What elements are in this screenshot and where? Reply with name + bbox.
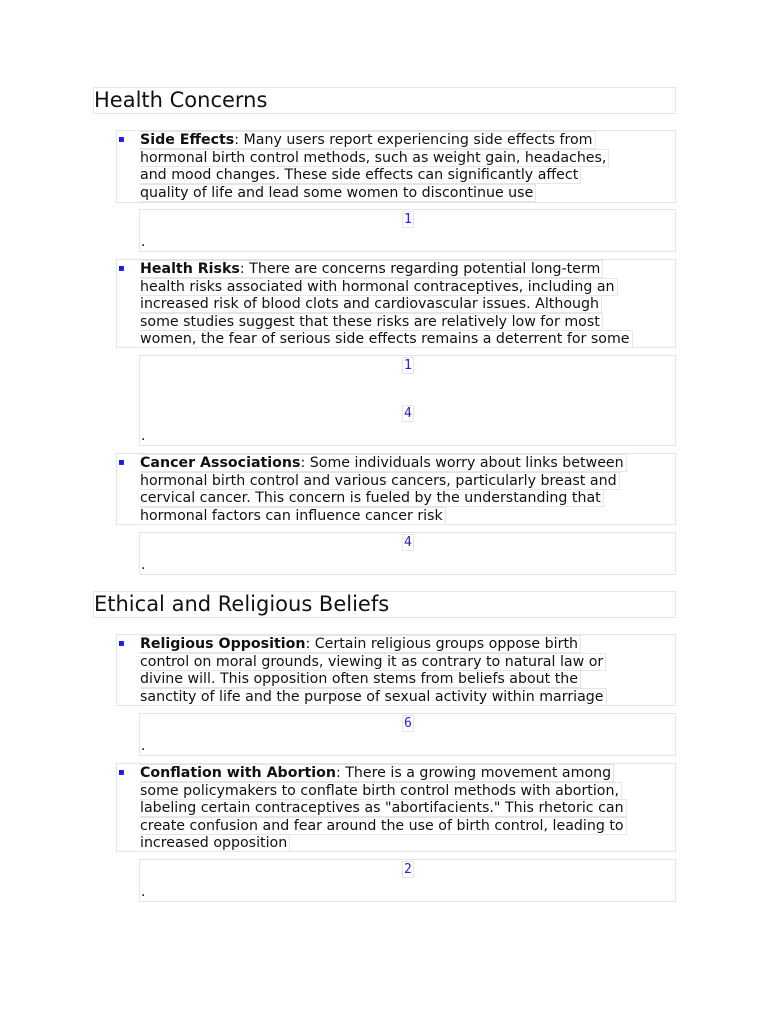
- bullet-icon: ▪: [118, 263, 125, 274]
- citation-block: [139, 355, 676, 446]
- item-text: : There are concerns regarding potential long-term: [239, 261, 601, 277]
- item-text: : There is a growing movement among: [335, 765, 612, 781]
- text-line: hormonal birth control methods, such as weight gain, headaches,: [140, 150, 675, 168]
- text-line: labeling certain contraceptives as "abortifacients." This rhetoric can: [140, 800, 675, 818]
- text-line: control on moral grounds, viewing it as contrary to natural law or: [140, 654, 675, 672]
- text-line: [140, 636, 675, 654]
- list-item-conflation-with-abortion: [116, 763, 676, 852]
- item-text: : Certain religious groups oppose birth: [305, 636, 579, 652]
- list-item-religious-opposition: [116, 634, 676, 706]
- list-item-health-risks: [116, 259, 676, 348]
- item-term: Health Risks: [140, 261, 240, 277]
- citation-link[interactable]: 2: [404, 862, 412, 877]
- text-line: sanctity of life and the purpose of sexual activity within marriage: [140, 689, 675, 707]
- text-line: health risks associated with hormonal contraceptives, including an: [140, 279, 675, 297]
- bullet-icon: ▪: [118, 767, 125, 778]
- text-line: some policymakers to conflate birth control methods with abortion,: [140, 783, 675, 801]
- item-term: Religious Opposition: [140, 636, 306, 652]
- citation-block: [139, 713, 676, 756]
- text-line: cervical cancer. This concern is fueled by the understanding that: [140, 490, 675, 508]
- bullet-icon: ▪: [118, 134, 125, 145]
- text-line: [140, 455, 675, 473]
- citation-link[interactable]: 1: [404, 212, 412, 227]
- text-line: hormonal factors can influence cancer risk: [140, 508, 675, 526]
- heading-text: Ethical and Religious Beliefs: [94, 592, 390, 616]
- text-line: [140, 765, 675, 783]
- citation-block: [139, 209, 676, 252]
- bullet-icon: ▪: [118, 638, 125, 649]
- text-line: [140, 132, 675, 150]
- list-item-cancer-associations: [116, 453, 676, 525]
- item-term: Side Effects: [140, 132, 235, 148]
- heading-text: Health Concerns: [94, 88, 268, 112]
- text-line: create confusion and fear around the use of birth control, leading to: [140, 818, 675, 836]
- citation-link[interactable]: 1: [404, 358, 412, 373]
- citation-link[interactable]: 4: [404, 535, 412, 550]
- text-line: women, the fear of serious side effects remains a deterrent for some: [140, 331, 675, 349]
- citation-period: .: [141, 557, 146, 573]
- bullet-icon: ▪: [118, 457, 125, 468]
- item-text: : Some individuals worry about links between: [300, 455, 624, 471]
- citation-period: .: [141, 738, 146, 754]
- citation-block: [139, 859, 676, 902]
- text-line: divine will. This opposition often stems from beliefs about the: [140, 671, 675, 689]
- citation-period: .: [141, 884, 146, 900]
- text-line: and mood changes. These side effects can significantly affect: [140, 167, 675, 185]
- section-heading-ethical-religious: [93, 591, 676, 618]
- citation-period: .: [141, 234, 146, 250]
- text-line: increased opposition: [140, 835, 675, 853]
- item-term: Conflation with Abortion: [140, 765, 336, 781]
- citation-link[interactable]: 6: [404, 716, 412, 731]
- list-item-side-effects: [116, 130, 676, 203]
- item-term: Cancer Associations: [140, 455, 301, 471]
- text-line: quality of life and lead some women to discontinue use: [140, 185, 675, 203]
- text-line: increased risk of blood clots and cardiovascular issues. Although: [140, 296, 675, 314]
- text-line: some studies suggest that these risks are relatively low for most: [140, 314, 675, 332]
- text-line: [140, 261, 675, 279]
- text-line: hormonal birth control and various cancers, particularly breast and: [140, 473, 675, 491]
- citation-period: .: [141, 428, 146, 444]
- citation-block: [139, 532, 676, 575]
- item-text: : Many users report experiencing side effects from: [234, 132, 593, 148]
- citation-link[interactable]: 4: [404, 406, 412, 421]
- section-heading-health-concerns: [93, 87, 676, 114]
